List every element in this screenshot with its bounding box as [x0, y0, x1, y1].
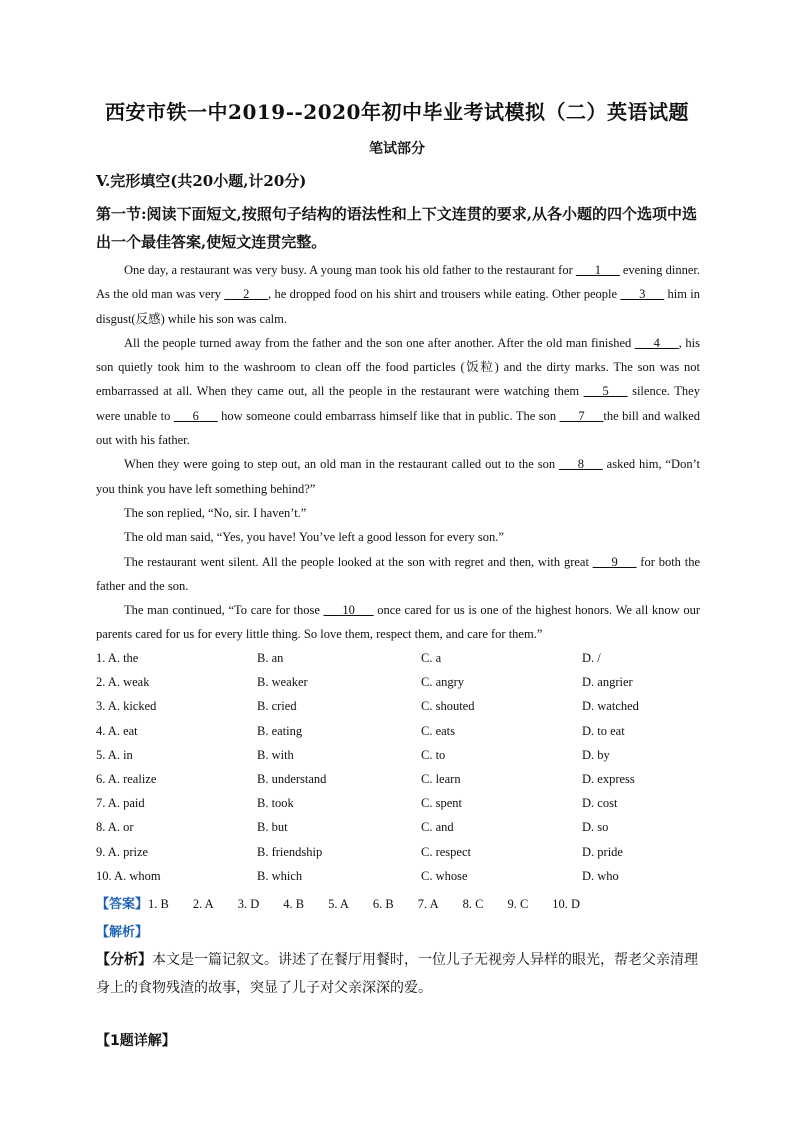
- option-row: [96, 845, 700, 869]
- analysis-tag: 【分析】: [96, 952, 152, 968]
- option-row: [96, 724, 700, 748]
- passage-text: All the people turned away from the father and the son one after another. After the old man finished: [124, 335, 635, 350]
- option-c: C. shouted: [421, 699, 475, 714]
- passage-text: , his son quietly took him to the washroom to clean off the food particles (饭粒) and the dirty marks. The son was not embarrassed at all. When they came out, all the people in the restaurant were watching them: [96, 335, 700, 399]
- answer-item: 9. C: [507, 897, 529, 911]
- option-a: 6. A. realize: [96, 771, 157, 786]
- option-b: B. but: [257, 820, 288, 835]
- passage-paragraph-4: The son replied, “No, sir. I haven’t.”: [124, 505, 307, 520]
- option-b: B. which: [257, 868, 303, 883]
- option-row: [96, 675, 700, 699]
- option-d: D. watched: [582, 699, 639, 714]
- passage-text: silence. They were unable to: [96, 384, 700, 423]
- option-c: C. a: [421, 651, 442, 665]
- answer-item: 8. C: [462, 897, 484, 911]
- blank-6: ___6___: [173, 408, 218, 423]
- exam-title: 西安市铁一中2019--2020年初中毕业考试模拟（二）英语试题: [105, 100, 689, 124]
- option-b: B. cried: [257, 699, 297, 714]
- passage-text: how someone could embarrass himself like that in public. The son: [217, 408, 560, 423]
- option-c: C. learn: [421, 771, 461, 786]
- option-d: D. /: [582, 651, 601, 665]
- option-a: 1. A. the: [96, 651, 139, 665]
- option-d: D. angrier: [582, 675, 633, 690]
- passage-text: for both the father and the son.: [96, 554, 700, 593]
- option-d: D. express: [582, 771, 635, 786]
- option-d: D. to eat: [582, 723, 625, 738]
- blank-2: ___2___: [224, 287, 269, 302]
- passage-text: The man continued, “To care for those: [124, 603, 324, 618]
- cloze-passage: [96, 258, 700, 647]
- option-row: [96, 796, 700, 820]
- passage-text: him in disgust(反感) while his son was calm.: [96, 287, 700, 326]
- option-row: [96, 699, 700, 723]
- option-a: 2. A. weak: [96, 675, 150, 690]
- option-row: [96, 651, 700, 675]
- option-d: D. pride: [582, 844, 623, 859]
- exam-subtitle: 笔试部分: [369, 141, 425, 157]
- passage-text: the bill and walked out with his father.: [96, 408, 700, 448]
- option-b: B. friendship: [257, 844, 323, 859]
- option-b: B. an: [257, 651, 284, 665]
- answer-item: 6. B: [372, 897, 394, 911]
- blank-10: ___10___: [323, 603, 374, 618]
- option-a: 4. A. eat: [96, 723, 138, 738]
- blank-4: ___4___: [634, 335, 679, 350]
- passage-paragraph-1: [96, 258, 700, 331]
- blank-7: ___7___: [559, 408, 604, 423]
- answer-item: 3. D: [237, 897, 260, 911]
- blank-9: ___9___: [592, 554, 637, 569]
- analysis-summary: [96, 946, 700, 1002]
- analysis-text: 本文是一篇记叙文。讲述了在餐厅用餐时，一位儿子无视旁人异样的眼光，帮老父亲清理身上的食物残渣的故事，突显了儿子对父亲深深的爱。: [96, 952, 698, 996]
- blank-1: ___1___: [575, 263, 620, 277]
- answer-tag: 【答案】: [96, 897, 149, 912]
- answer-list: [148, 897, 604, 911]
- blank-5: ___5___: [583, 384, 628, 399]
- question-1-detail-heading: 【1题详解】: [96, 1033, 176, 1049]
- blank-3: ___3___: [620, 287, 665, 302]
- option-c: C. angry: [421, 675, 465, 690]
- answer-item: 10. D: [552, 897, 581, 911]
- answer-item: 4. B: [283, 897, 305, 911]
- answer-key: [96, 893, 604, 912]
- option-row: [96, 820, 700, 844]
- option-d: D. by: [582, 747, 610, 762]
- option-c: C. spent: [421, 796, 462, 811]
- passage-text: , he dropped food on his shirt and trousers while eating. Other people: [268, 287, 621, 302]
- answer-item: 5. A: [328, 897, 349, 911]
- option-b: B. understand: [257, 771, 327, 786]
- answer-item: 7. A: [417, 897, 439, 911]
- passage-paragraph-2: [96, 331, 700, 452]
- option-a: 3. A. kicked: [96, 699, 157, 714]
- option-d: D. who: [582, 868, 619, 883]
- answer-item: 2. A: [192, 897, 214, 911]
- option-d: D. cost: [582, 796, 618, 811]
- option-a: 5. A. in: [96, 747, 133, 762]
- option-c: C. to: [421, 747, 446, 762]
- analysis-heading: 【解析】: [96, 925, 149, 940]
- section-heading: V.完形填空(共20小题,计20分): [96, 172, 307, 190]
- option-c: C. respect: [421, 844, 471, 859]
- option-row: [96, 748, 700, 772]
- passage-paragraph-6: [96, 550, 700, 599]
- passage-text: once cared for us is one of the highest honors. We all know our parents cared for us for every little thing. So love them, respect them, and care for them.”: [96, 603, 700, 642]
- option-row: [96, 869, 700, 893]
- options-table: [96, 651, 700, 893]
- section-instruction: 第一节:阅读下面短文,按照句子结构的语法性和上下文连贯的要求,从各小题的四个选项中选出一个最佳答案,使短文连贯完整。: [96, 205, 697, 251]
- passage-text: One day, a restaurant was very busy. A young man took his old father to the restaurant for: [124, 263, 576, 277]
- option-d: D. so: [582, 820, 609, 835]
- passage-paragraph-3: [96, 452, 700, 501]
- option-c: C. eats: [421, 723, 456, 738]
- option-c: C. and: [421, 820, 454, 835]
- option-b: B. with: [257, 747, 294, 762]
- option-a: 8. A. or: [96, 820, 134, 835]
- passage-text: evening dinner. As the old man was very: [96, 263, 700, 302]
- passage-paragraph-7: [96, 598, 700, 647]
- option-row: [96, 772, 700, 796]
- passage-text: When they were going to step out, an old man in the restaurant called out to the son: [124, 457, 560, 472]
- answer-item: 1. B: [148, 897, 169, 911]
- option-b: B. weaker: [257, 675, 308, 690]
- option-a: 7. A. paid: [96, 796, 145, 811]
- blank-8: ___8___: [559, 457, 603, 472]
- passage-paragraph-5: The old man said, “Yes, you have! You’ve left a good lesson for every son.”: [124, 530, 504, 545]
- passage-text: asked him, “Don’t you think you have left something behind?”: [96, 457, 700, 496]
- option-c: C. whose: [421, 868, 468, 883]
- option-b: B. took: [257, 796, 294, 811]
- option-a: 9. A. prize: [96, 844, 149, 859]
- passage-text: The restaurant went silent. All the people looked at the son with regret and then, with great: [124, 554, 593, 569]
- option-a: 10. A. whom: [96, 868, 161, 883]
- option-b: B. eating: [257, 723, 303, 738]
